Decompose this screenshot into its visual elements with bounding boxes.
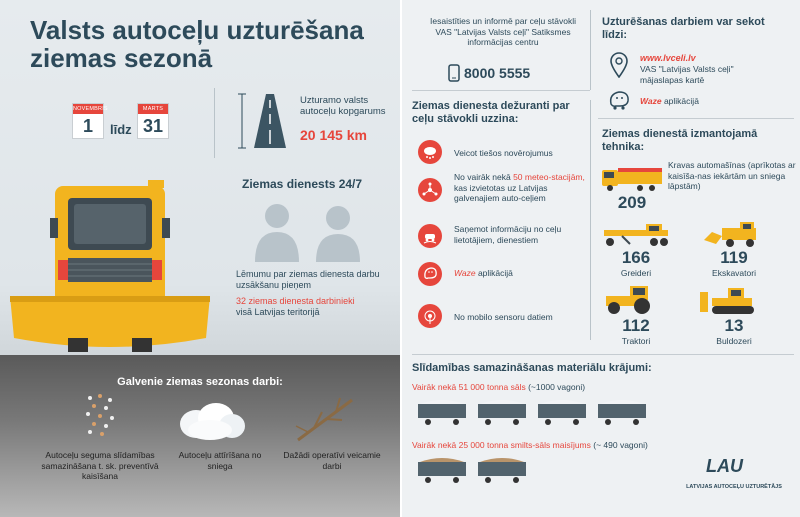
road-icon [238,92,290,150]
monitor-item-text: Saņemot informāciju no ceļu lietotājiem, dienestiem [454,224,562,245]
materials-salt-amount: Vairāk nekā 51 000 tonna sāls [412,382,526,392]
calendar-start [72,103,108,139]
divider [412,90,590,91]
calendar-end [137,103,169,139]
waze-icon [418,262,442,286]
equipment-count: 13 [724,316,744,335]
truck-icon [600,166,664,192]
materials-mix-amount: Vairāk nekā 25 000 tonna smilts-sāls maisījums [412,440,591,450]
right-panel [402,0,800,517]
snow-plow-truck-icon [0,178,230,360]
network-icon [418,178,442,202]
track-waze-rest: aplikācijā [663,96,699,106]
monitor-item-highlight: 50 meteo-stacijām, [513,172,585,182]
snow-cloud-icon [418,140,442,164]
excavator-icon [702,220,762,248]
lau-logo-name: LATVIJAS AUTOCEĻU UZTURĒTĀJS [686,484,782,490]
monitor-item-post: kas izvietotas uz Latvijas galvenajiem auto-ceļiem [454,182,548,203]
equipment-label: Buldozeri [716,336,752,346]
divider [590,100,591,340]
sensor-icon [418,304,442,328]
season-between: līdz [110,122,132,137]
tractor-icon [602,284,666,316]
phone-icon [448,64,460,82]
equipment-label: Traktori [621,336,651,346]
monitor-item-text [454,268,594,279]
sand-salt-wagons-icon [414,452,534,486]
equipment-count: 119 [720,248,748,267]
road-length-value: 20 145 km [300,127,367,143]
work-item-label: Dažādi operatīvi veicamie darbi [283,450,381,471]
branch-icon [292,392,362,444]
info-center-text: Iesaistīties un informē par ceļu stāvokli VAS "Latvijas Valsts ceļi" Satiksmes informācijas centru [430,16,576,47]
track-waze-name: Waze [640,96,662,106]
track-waze [640,96,699,107]
materials-salt-wagons: (~1000 vagoni) [525,382,586,392]
duty-workers [236,296,391,317]
lau-logo: LAU [706,456,743,476]
materials-mix [412,440,792,451]
monitor-item-text: Veicot tiešos novērojumus [454,148,553,158]
bulldozer-icon [698,286,760,316]
trucks-label: Kravas automašīnas (aprīkotas ar kaisīša-nas iekārtām un sniega lāpstām) [668,160,796,191]
duty-workers-count: 32 ziemas dienesta darbinieki [236,296,355,306]
people-icon [250,198,370,262]
monitor-title: Ziemas dienesta dežuranti par ceļu stāvokli uzzina: [412,100,570,125]
track-title: Uzturēšanas darbiem var sekot līdzi: [602,16,765,41]
equipment-label: Ekskavatori [712,268,756,278]
waze-icon [608,90,630,110]
work-item-label: Autoceļu attīrīšana no sniega [178,450,262,471]
salt-wagons-icon [414,394,650,428]
materials-mix-wagons: (~ 490 vagoni) [590,440,648,450]
divider [590,10,591,90]
car-slip-icon [418,224,442,248]
calendar-end-month: MARTS [138,104,168,114]
divider [598,118,794,119]
duty-workers-area: visā Latvijas teritorijā [236,306,320,317]
track-site-link[interactable]: www.lvceli.lv [640,53,696,63]
divider [412,354,794,355]
work-item-label: Autoceļu seguma slīdamības samazināšana t. sk. preventīvā kaisīšana [41,450,159,481]
materials-title: Slīdamības samazināšanas materiālu krājumi: [412,362,652,374]
road-length-label: Uzturamo valsts autoceļu kopgarums [300,95,386,117]
snow-pile-icon [176,402,246,440]
duty-decision: Lēmumu par ziemas dienesta darbu uzsākšanu pieņem [236,269,380,290]
location-pin-icon [610,52,628,78]
monitor-item-highlight: Waze [454,268,476,278]
trucks-count: 209 [617,193,647,212]
works-title: Galvenie ziemas sezonas darbi: [117,376,283,388]
monitor-item-pre: No vairāk nekā [454,172,514,182]
equipment-label: Greideri [620,268,652,278]
equipment-title: Ziemas dienestā izmantojamā tehnika: [602,128,758,153]
calendar-start-day: 1 [82,116,93,136]
grader-icon [600,222,672,248]
equipment-count: 166 [621,248,651,267]
page-title: Valsts autoceļu uzturēšana ziemas sezonā [30,15,364,73]
equipment-count: 112 [622,316,650,335]
duty-title: Ziemas dienests 24/7 [242,177,363,191]
track-site-desc: VAS "Latvijas Valsts ceļi" mājaslapas kartē [640,64,734,85]
salt-spread-icon [84,392,118,438]
calendar-end-day: 31 [142,116,164,136]
info-center-phone[interactable]: 8000 5555 [464,65,531,81]
divider [214,88,215,158]
materials-salt [412,382,792,393]
monitor-item-post: aplikācijā [475,268,513,278]
monitor-item-text [454,172,594,204]
calendar-start-month: NOVEMBRIS [73,106,108,112]
monitor-item-text: No mobilo sensoru datiem [454,312,553,322]
